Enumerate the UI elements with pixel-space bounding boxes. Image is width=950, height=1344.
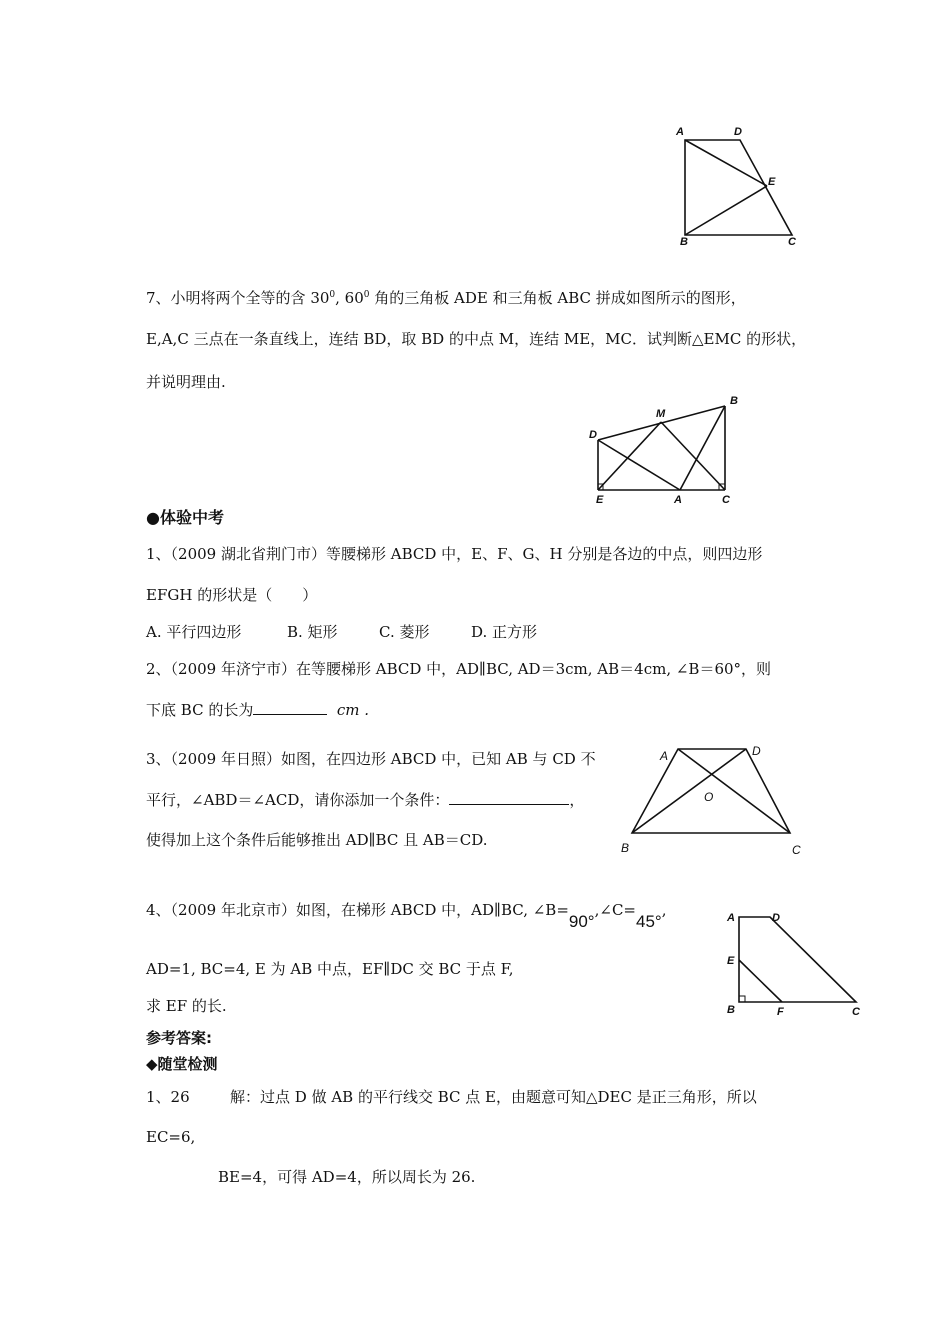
fig2-label-c: C [722, 494, 730, 506]
fig3-label-b: B [621, 841, 630, 855]
fig4-label-e: E [727, 955, 735, 967]
fig4-label-f: F [777, 1006, 784, 1018]
fig3-label-c: C [792, 843, 801, 857]
e4-line3: 求 EF 的长. [146, 997, 227, 1015]
e3-line2: 平行，∠ABD＝∠ACD，请你添加一个条件： ， [146, 791, 585, 809]
fig4-label-c: C [852, 1006, 860, 1018]
q7-line1: 7、小明将两个全等的含 $30^0$, $60^0$ 角的三角板 ADE 和三角板 ABC 拼成如图所示的图形， [146, 289, 746, 307]
e4-line2: AD=1, BC=4, E 为 AB 中点，EF∥DC 交 BC 于点 F, [146, 960, 514, 978]
fig4-label-d: D [772, 912, 780, 924]
a1-line2: EC=6, [146, 1128, 196, 1146]
fig2-label-a: A [674, 494, 682, 506]
a1-number: 1、26 [146, 1088, 190, 1106]
fig2-label-b: B [730, 395, 738, 407]
fig1-label-d: D [734, 126, 742, 138]
fig3-label-o: O [704, 790, 714, 804]
figure-quadrilateral-abcd-o [615, 740, 815, 860]
section-title-check: ◆随堂检测 [146, 1055, 218, 1073]
e1-option-c: C. 菱形 [379, 623, 430, 641]
e1-option-d: D. 正方形 [471, 623, 538, 641]
e3-line3: 使得加上这个条件后能够推出 AD∥BC 且 AB＝CD. [146, 831, 488, 849]
e1-option-b: B. 矩形 [287, 623, 338, 641]
q7-line2: E,A,C 三点在一条直线上，连结 BD，取 BD 的中点 M，连结 ME，MC．试判断△EMC 的形状， [146, 330, 807, 348]
fig1-label-c: C [788, 236, 796, 248]
q7-line3: 并说明理由. [146, 373, 226, 391]
fig4-label-b: B [727, 1004, 735, 1016]
e3-answer-blank[interactable] [449, 790, 569, 805]
fig1-label-b: B [680, 236, 688, 248]
e1-option-a: A. 平行四边形 [146, 623, 242, 641]
answers-title: 参考答案: [146, 1029, 212, 1047]
figure-trapezoid-abcde [670, 120, 810, 250]
section-title-exam: ●体验中考 [146, 508, 224, 527]
a1-line1: 解：过点 D 做 AB 的平行线交 BC 点 E，由题意可知△DEC 是正三角形，所以 [230, 1088, 757, 1106]
e1-line1: 1、（2009 湖北省荆门市）等腰梯形 ABCD 中，E、F、G、H 分别是各边的中点，则四边形 [146, 545, 763, 563]
fig4-label-a: A [727, 912, 735, 924]
a1-line3: BE=4，可得 AD=4，所以周长为 26. [218, 1168, 476, 1186]
e3-line1: 3、（2009 年日照）如图，在四边形 ABCD 中，已知 AB 与 CD 不 [146, 750, 596, 768]
fig1-label-e: E [768, 176, 776, 188]
e1-line2: EFGH 的形状是（ ） [146, 586, 318, 604]
fig2-label-d: D [589, 429, 597, 441]
figure-triangles-demacb [585, 392, 745, 507]
fig3-label-d: D [752, 744, 761, 758]
fig3-label-a: A [660, 749, 669, 763]
fig2-label-e: E [596, 494, 604, 506]
e4-line1: 4、（2009 年北京市）如图，在梯形 ABCD 中，AD∥BC, ∠B=90°,∠C=45°, [146, 901, 667, 931]
figure-right-trapezoid-abcdef [720, 905, 870, 1020]
e2-line1: 2、（2009 年济宁市）在等腰梯形 ABCD 中，AD∥BC, AD＝3cm, AB＝4cm, ∠B＝60°，则 [146, 660, 772, 678]
fig2-label-m: M [656, 408, 666, 420]
e2-answer-blank[interactable] [253, 700, 327, 715]
fig1-label-a: A [676, 126, 684, 138]
e2-line2: 下底 BC 的长为 cm . [146, 701, 370, 719]
